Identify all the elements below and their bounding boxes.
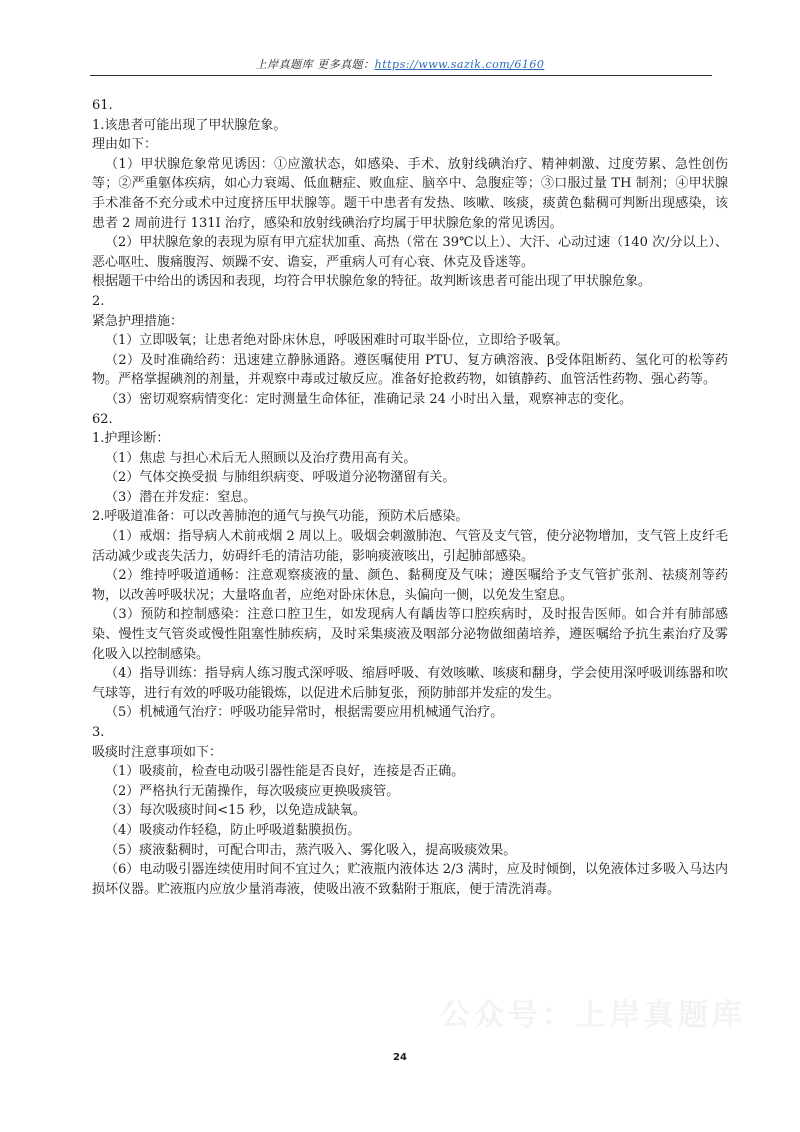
paragraph: 62. xyxy=(92,411,113,427)
paragraph: （5）痰液黏稠时，可配合叩击，蒸汽吸入、雾化吸入，提高吸痰效果。 xyxy=(105,842,517,858)
paragraph: （3）每次吸痰时间<15 秒，以免造成缺氧。 xyxy=(105,803,366,819)
paragraph: 1.该患者可能出现了甲状腺危象。 xyxy=(92,117,287,133)
paragraph: （3）潜在并发症：窒息。 xyxy=(105,489,257,505)
paragraph: （2）严格执行无菌操作，每次吸痰应更换吸痰管。 xyxy=(105,783,400,799)
paragraph: 3. xyxy=(92,725,105,740)
watermark: 公众号：上岸真题库 xyxy=(440,998,746,1033)
paragraph: （2）气体交换受损 与肺组织病变、呼吸道分泌物潴留有关。 xyxy=(105,470,456,486)
paragraph: （1）吸痰前，检查电动吸引器性能是否良好，连接是否正确。 xyxy=(105,764,465,780)
header-link[interactable]: https://www.sazik.com/6160 xyxy=(374,58,545,71)
document-body xyxy=(92,96,728,899)
paragraph: （2）维持呼吸道通畅：注意观察痰液的量、颜色、黏稠度及气味；遵医嘱给予支气管扩张剂、祛痰剂等药物，以改善呼吸状况；大量咯血者，应绝对卧床休息，头偏向一侧，以免发生窒息。 xyxy=(92,568,728,603)
paragraph: （1）甲状腺危象常见诱因：①应激状态，如感染、手术、放射线碘治疗、精神刺激、过度劳累、急性创伤等；②严重躯体疾病，如心力衰竭、低血糖症、败血症、脑卒中、急腹症等；③口服过量 TH 制剂；④甲状腺手术准备不充分或术中过度挤压甲状腺等。题干中患者有发热、咳嗽、咳痰，痰黄色黏稠可判断出现感染，该患者 2 周前进行 131I 治疗，感染和放射线碘治疗均属于甲状腺危象的常见诱因。 xyxy=(92,156,728,231)
paragraph: 紧急护理措施： xyxy=(92,313,184,329)
paragraph: 理由如下： xyxy=(92,137,158,153)
paragraph: （2）及时准确给药：迅速建立静脉通路。遵医嘱使用 PTU、复方碘溶液、β受体阻断药、氢化可的松等药物。严格掌握碘剂的剂量，并观察中毒或过敏反应。准备好抢救药物，如镇静药、血管活性药物、强心药等。 xyxy=(92,352,728,388)
paragraph: （4）指导训练：指导病人练习腹式深呼吸、缩唇呼吸、有效咳嗽、咳痰和翻身，学会使用深呼吸训练器和吹气球等，进行有效的呼吸功能锻炼，以促进术后肺复张，预防肺部并发症的发生。 xyxy=(92,666,728,701)
paragraph: 61. xyxy=(92,98,113,113)
paragraph: 1.护理诊断： xyxy=(92,431,170,447)
header-prefix: 上岸真题库 更多真题： xyxy=(255,58,375,71)
page-number: 24 xyxy=(393,1052,407,1063)
paragraph: 吸痰时注意事项如下： xyxy=(92,744,223,760)
paragraph: （1）戒烟：指导病人术前戒烟 2 周以上。吸烟会刺激肺泡、气管及支气管，使分泌物增加，支气管上皮纤毛活动减少或丧失活力，妨碍纤毛的清洁功能，影响痰液咳出，引起肺部感染。 xyxy=(92,529,728,564)
header-divider xyxy=(90,75,712,76)
paragraph: （1）立即吸氧；让患者绝对卧床休息，呼吸困难时可取半卧位，立即给予吸氧。 xyxy=(105,333,569,349)
paragraph: 2.呼吸道准备：可以改善肺泡的通气与换气功能，预防术后感染。 xyxy=(92,509,469,525)
paragraph: （3）预防和控制感染：注意口腔卫生，如发现病人有龋齿等口腔疾病时，及时报告医师。如合并有肺部感染、慢性支气管炎或慢性阻塞性肺疾病，及时采集痰液及咽部分泌物做细菌培养，遵医嘱给予抗生素治疗及雾化吸入以控制感染。 xyxy=(92,607,728,662)
paragraph: （2）甲状腺危象的表现为原有甲亢症状加重、高热（常在 39℃以上）、大汗、心动过速（140 次/分以上）、恶心呕吐、腹痛腹泻、烦躁不安、谵妄，严重病人可有心衰、休克及昏迷等。 xyxy=(92,235,728,270)
paragraph: 2. xyxy=(92,293,105,309)
paragraph: （6）电动吸引器连续使用时间不宜过久；贮液瓶内液体达 2/3 满时，应及时倾倒，以免液体过多吸入马达内损坏仪器。贮液瓶内应放少量消毒液，使吸出液不致黏附于瓶底，便于清洗消毒。 xyxy=(92,862,728,897)
page-header xyxy=(90,56,710,72)
paragraph: 根据题干中给出的诱因和表现，均符合甲状腺危象的特征。故判断该患者可能出现了甲状腺危象。 xyxy=(92,274,652,290)
paragraph: （1）焦虑 与担心术后无人照顾以及治疗费用高有关。 xyxy=(105,450,417,466)
paragraph: （3）密切观察病情变化：定时测量生命体征，准确记录 24 小时出入量，观察神志的变化。 xyxy=(105,391,633,407)
paragraph: （5）机械通气治疗：呼吸功能异常时，根据需要应用机械通气治疗。 xyxy=(105,705,504,721)
paragraph: （4）吸痰动作轻稳，防止呼吸道黏膜损伤。 xyxy=(105,822,361,838)
